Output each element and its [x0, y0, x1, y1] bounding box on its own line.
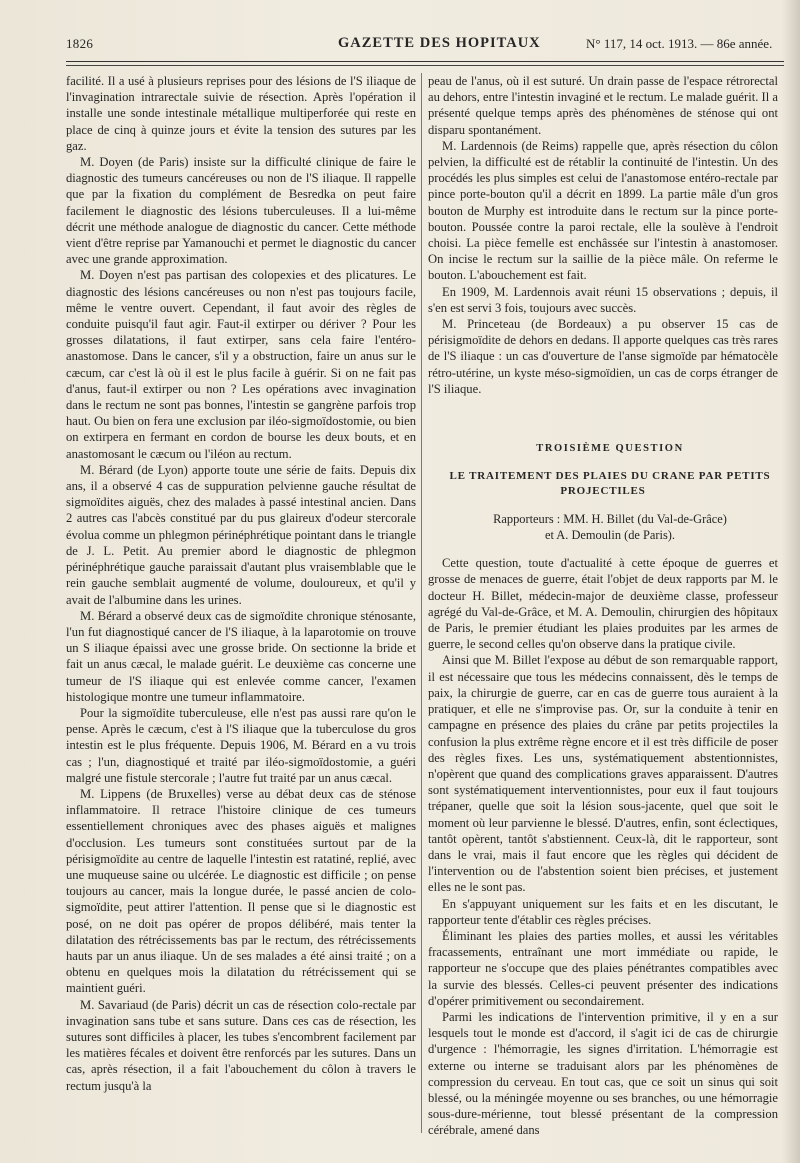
paragraph: facilité. Il a usé à plusieurs reprises pour des lésions de l'S iliaque de l'invagination intrarectale suivie de résection. Après l'opération il installe une sonde intestinale métallique multiperforée qui reste en place de cinq à quinze jours et évite la tension des sutures par les gaz. [66, 74, 416, 153]
section-label: TROISIÈME QUESTION [536, 443, 684, 455]
rapporteurs-line: Rapporteurs : MM. H. Billet (du Val-de-Grâce) [493, 512, 727, 527]
paragraph: M. Lippens (de Bruxelles) verse au débat deux cas de sténose inflammatoire. Il retrace l'histoire clinique de ces tumeurs essentiellement chroniques avec des phases aiguës et malignes d'occlusion. Les tumeurs sont constituées surtout par de la périsigmoïdite au centre de laquelle l'intestin est ratatiné, replié, avec une muqueuse saine ou ulcérée. Le diagnostic est difficile ; on pense toujours au cancer, mais la longue durée, le passé ancien de colo-sigmoïdite, peut attirer l'attention. Il pense que si le diagnostic est posé, on ne doit pas opérer de propos délibéré, mais tenter la dilatation des rétrécissements bas par le rectum, des rétrécissements hauts par un anus iliaque. Un de ses malades a été ainsi traité ; on a obtenu en quelques mois la dilatation du rétrécissement qui se maintient guéri. [66, 786, 416, 996]
paragraph: Ainsi que M. Billet l'expose au début de son remarquable rapport, il est nécessaire que tous les médecins connaissent, dès le temps de paix, la chirurgie de guerre, car en cas de guerre tous auraient à la pratiquer, et elle ne s'improvise pas. Or, sur la conduite à tenir en campagne en présence des plaies du crâne par petits projectiles la confusion la plus extrême règne encore et il est très difficile de poser des règles fixes. Les uns, systématiquement abstentionnistes, n'opèrent que quand des complications graves apparaissent. D'autres sont systématiquement interventionnistes, pour eux il faut toujours trépaner, quelle que soit la lésion sous-jacente, quel que soit le moment où leur parvienne le blessé. D'autres, enfin, sont éclectiques, tantôt opèrent, tantôt s'abstiennent. Ceux-là, dit le rapporteur, sont dans le vrai, mais il faut encore que les règles qui décident de l'intervention ou de l'abstention soient bien précises, et justement elles ne le sont pas. [428, 653, 778, 895]
issue-info: N° 117, 14 oct. 1913. — 86e année. [586, 36, 773, 51]
right-column [428, 73, 778, 1139]
paragraph: En 1909, M. Lardennois avait réuni 15 observations ; depuis, il s'en est servi 3 fois, toujours avec succès. [428, 284, 778, 315]
journal-title: GAZETTE DES HOPITAUX [338, 35, 541, 51]
paragraph: Cette question, toute d'actualité à cette époque de guerres et grosse de menaces de guerre, était l'objet de deux rapports par M. le docteur H. Billet, médecin-major de deuxième classe, professeur agrégé du Val-de-Grâce, et M. A. Demoulin, chirurgien des hôpitaux de Paris, le premier étudiant les plaies produites par les armes de guerre, le second celles qu'on observe dans la pratique civile. [428, 556, 778, 652]
rapporteurs-line: et A. Demoulin (de Paris). [544, 528, 676, 543]
paragraph: Parmi les indications de l'intervention primitive, il y en a sur lesquels tout le monde est d'accord, il s'agit ici de cas de chirurgie d'urgence : l'hémorragie, les signes d'irritation. L'hémorragie est externe ou interne se traduisant alors par les phénomènes de compression du cerveau. En tout cas, que ce soit un sinus qui soit blessé, ou la méningée moyenne ou ses branches, ou une hémorragie sous-dure-mérienne, tout blessé présentant de la compression cérébrale, amené dans [428, 1009, 778, 1138]
paragraph: Éliminant les plaies des parties molles, et aussi les véritables fracassements, entraînant une mort immédiate ou rapide, le rapporteur ne s'occupe que des plaies pénétrantes compatibles avec la survie des blessés. Celles-ci peuvent présenter des indications d'opérer primitivement ou secondairement. [428, 928, 778, 1008]
paragraph: M. Savariaud (de Paris) décrit un cas de résection colo-rectale par invagination sans tube et sans suture. Dans ces cas de résection, les sutures sont difficiles à placer, les tubes s'encombrent facilement par les matières fécales et doivent être renforcés par les sutures. Dans un cas, après résection, il a fait l'abouchement du côlon à travers le rectum jusqu'à la [66, 997, 416, 1093]
paragraph: M. Doyen n'est pas partisan des colopexies et des plicatures. Le diagnostic des lésions cancéreuses ou non n'est pas toujours facile, même le ventre ouvert. Cependant, il faut avoir des règles de conduite puisqu'il faut agir. Faut-il extirper ou dériver ? Pour les grosses dilatations, il faut extirper, sans cela faire l'entéro-anastomose. Dans le cancer, s'il y a obstruction, faire un anus sur le cæcum, car c'est là où il est le plus facile à guérir. Si on ne fait pas d'anus, faut-il extirper ou non ? Les opérations avec invagination dans le rectum ne sont pas bonnes, l'intestin se gangrène parfois trop haut. Ou bien on fera une exclusion par iléo-sigmoïdostomie, ou bien on extirpera en fermant en cordon de bourse les deux bouts, et en anastomosant le cæcum ou l'iléon au rectum. [66, 268, 416, 461]
paragraph: M. Princeteau (de Bordeaux) a pu observer 15 cas de périsigmoïdite de dehors en dedans. Il apporte quelques cas très rares de l'S iliaque : un cas d'ouverture de l'anse sigmoïde par hématocèle rétro-utérine, un kyste méso-sigmoïdien, un cas de corps étranger de l'S iliaque. [428, 317, 778, 396]
left-column [66, 73, 416, 1094]
paragraph: M. Lardennois (de Reims) rappelle que, après résection du côlon pelvien, la difficulté est de rétablir la continuité de l'intestin. Un des procédés les plus simples est celui de l'anastomose entéro-rectale par pince porte-bouton qu'il a décrit en 1899. La partie mâle d'un gros bouton de Murphy est introduite dans le rectum sur la pince porte-bouton. Poussée contre la paroi rectale, elle la soulève à l'endroit choisi. La pièce femelle est enchâssée sur l'intestin à anastomoser. On incise le rectum sur la saillie de la pièce mâle. On referme le bouton. L'abouchement est fait. [428, 138, 778, 283]
header-rule-top [66, 61, 784, 62]
paragraph: Pour la sigmoïdite tuberculeuse, elle n'est pas aussi rare qu'on le pense. Après le cæcum, c'est à l'S iliaque que la tuberculose du gros intestin est le plus fréquente. Depuis 1906, M. Bérard en a vu trois cas ; l'un, diagnostiqué et traité par iléo-sigmoïdostomie, a guéri malgré une fistule stercorale ; l'autre fut traité par un anus cæcal. [66, 705, 416, 785]
paragraph: En s'appuyant uniquement sur les faits et en les discutant, le rapporteur tente d'établir ces règles précises. [428, 896, 778, 927]
paragraph: peau de l'anus, où il est suturé. Un drain passe de l'espace rétrorectal au dehors, entre l'intestin invaginé et le rectum. Le malade guérit. Il a présenté quelque temps après des phénomènes de sténose qui ont disparu spontanément. [428, 74, 778, 137]
paragraph: M. Bérard a observé deux cas de sigmoïdite chronique sténosante, l'un fut diagnostiqué cancer de l'S iliaque, à la laparotomie on trouve un S iliaque épaissi avec une grosse bride. On sectionne la bride et fait un anus cæcal, le malade guérit. Le deuxième cas concerne une tumeur de l'S iliaque qui est enlevée comme cancer, l'examen histologique montre une tumeur inflammatoire. [66, 608, 416, 704]
column-divider [421, 73, 422, 1133]
page-edge-shadow [782, 0, 800, 1163]
page-number: 1826 [66, 36, 94, 51]
header-rule-bottom [66, 65, 784, 66]
section-heading: LE TRAITEMENT DES PLAIES DU CRANE PAR PETITS PROJECTILES [449, 470, 771, 498]
paragraph: M. Doyen (de Paris) insiste sur la difficulté clinique de faire le diagnostic des tumeurs cancéreuses ou non de l'S iliaque. Il rappelle que par la fixation du complément de Besredka on peut faire facilement le diagnostic des lésions tuberculeuses. Il a lui-même décrit une méthode analogue de diagnostic du cancer. Cette méthode vient d'être reprise par Yamanouchi et permet le diagnostic du cancer avec une grande approximation. [66, 155, 416, 267]
page-header [66, 33, 784, 63]
paragraph: M. Bérard (de Lyon) apporte toute une série de faits. Depuis dix ans, il a observé 4 cas de suppuration pelvienne gauche résultat de sigmoïdites aiguës, chez des malades à passé intestinal ancien. Dans 2 autres cas l'abcès constitué par du pus glaireux d'odeur stercorale évolua comme un phlegmon périnéphrétique pointant dans le triangle de J. L. Petit. Au premier abord le diagnostic de phlegmon périnéphrétique gauche paraissait d'autant plus vraisemblable que le rein gauche semblait augmenté de volume, douloureux, et qu'il y avait de l'albumine dans les urines. [66, 462, 416, 607]
